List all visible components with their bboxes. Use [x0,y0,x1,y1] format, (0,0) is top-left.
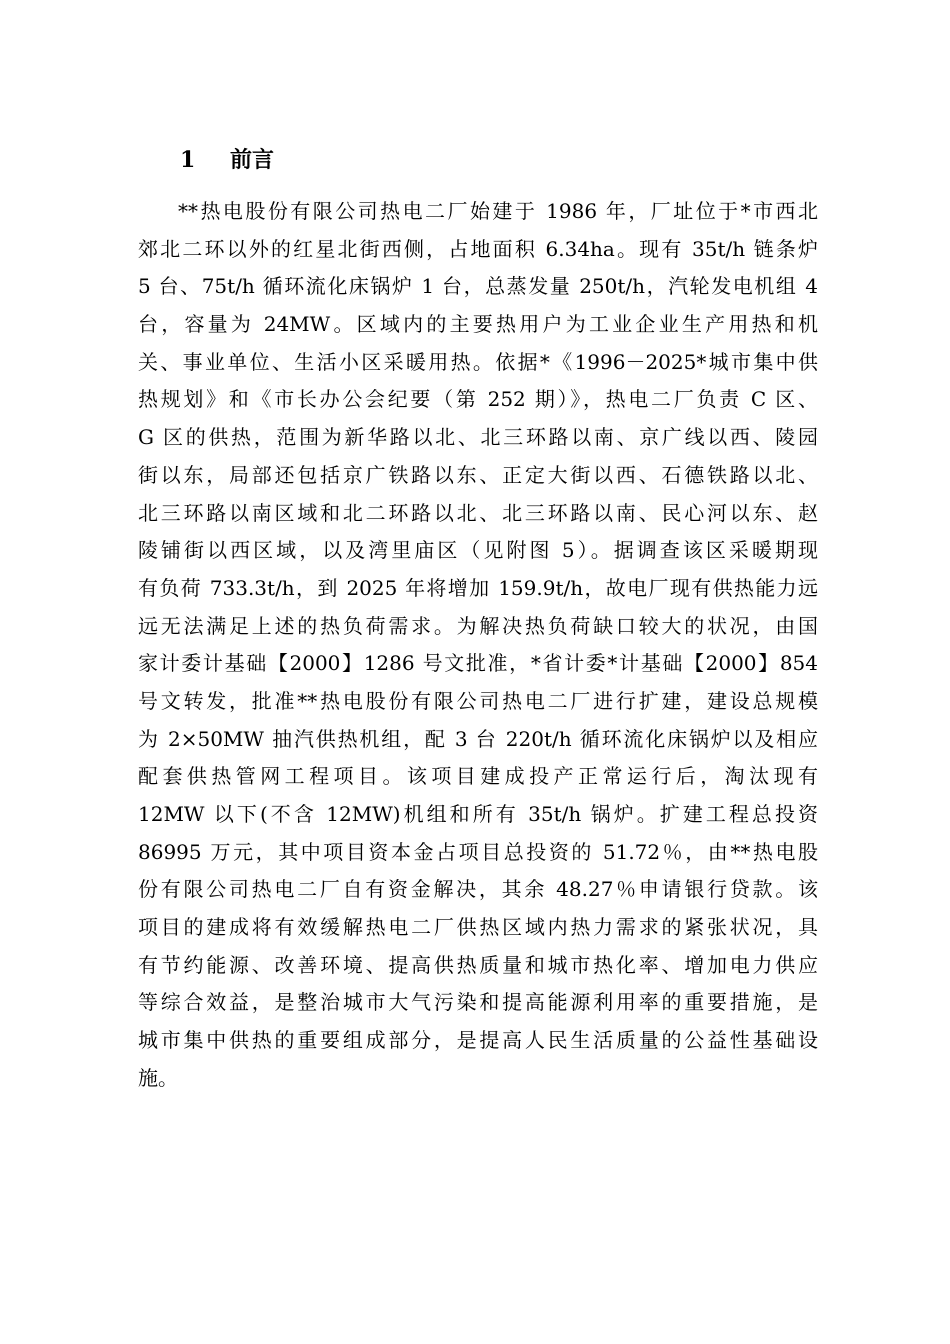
paragraph-line: 城市集中供热的重要组成部分，是提高人民生活质量的公益性基础设 [138,1028,818,1053]
paragraph-line: 北三环路以南区域和北二环路以北、北三环路以南、民心河以东、赵 [138,500,818,525]
section-number: 1 [180,147,196,173]
paragraph-line: 项目的建成将有效缓解热电二厂供热区域内热力需求的紧张状况，具 [138,915,818,940]
paragraph-line: 配套供热管网工程项目。该项目建成投产正常运行后，淘汰现有 [138,764,818,789]
paragraph-line: 台，容量为 24MW。区域内的主要热用户为工业企业生产用热和机 [138,312,818,337]
section-heading [180,142,274,178]
paragraph-line: 有节约能源、改善环境、提高供热质量和城市热化率、增加电力供应 [138,952,818,977]
paragraph-line: 有负荷 733.3t/h，到 2025 年将增加 159.9t/h，故电厂现有供热能力远 [138,575,818,600]
paragraph-line: 份有限公司热电二厂自有资金解决，其余 48.27％申请银行贷款。该 [138,877,818,902]
paragraph-line: 12MW 以下(不含 12MW)机组和所有 35t/h 锅炉。扩建工程总投资 [138,802,818,826]
paragraph-line: 郊北二环以外的红星北街西侧，占地面积 6.34ha。现有 35t/h 链条炉 [138,236,818,261]
paragraph-line: 热规划》和《市长办公会纪要（第 252 期）》，热电二厂负责 C 区、 [138,387,818,412]
body-paragraph [138,193,818,1098]
section-title: 前言 [230,147,275,173]
paragraph-line: 为 2×50MW 抽汽供热机组，配 3 台 220t/h 循环流化床锅炉以及相应 [138,726,818,751]
paragraph-line: 等综合效益，是整治城市大气污染和提高能源利用率的重要措施，是 [138,990,818,1015]
paragraph-line: 陵铺街以西区域，以及湾里庙区（见附图 5）。据调查该区采暖期现 [138,538,818,563]
paragraph-line: 远无法满足上述的热负荷需求。为解决热负荷缺口较大的状况，由国 [138,613,818,638]
paragraph-line: **热电股份有限公司热电二厂始建于 1986 年，厂址位于*市西北 [178,199,818,223]
paragraph-line: 街以东，局部还包括京广铁路以东、正定大街以西、石德铁路以北、 [138,462,818,487]
paragraph-line: 家计委计基础【2000】1286 号文批准，*省计委*计基础【2000】854 [138,651,818,676]
paragraph-line: 86995 万元，其中项目资本金占项目总投资的 51.72％，由**热电股 [138,839,818,864]
paragraph-line: G 区的供热，范围为新华路以北、北三环路以南、京广线以西、陵园 [138,425,818,450]
paragraph-line: 5 台、75t/h 循环流化床锅炉 1 台，总蒸发量 250t/h，汽轮发电机组 4 [138,274,818,299]
paragraph-line: 施。 [138,1065,178,1090]
paragraph-line: 关、事业单位、生活小区采暖用热。依据*《1996－2025*城市集中供 [138,349,818,374]
paragraph-line: 号文转发，批准**热电股份有限公司热电二厂进行扩建，建设总规模 [138,688,818,713]
